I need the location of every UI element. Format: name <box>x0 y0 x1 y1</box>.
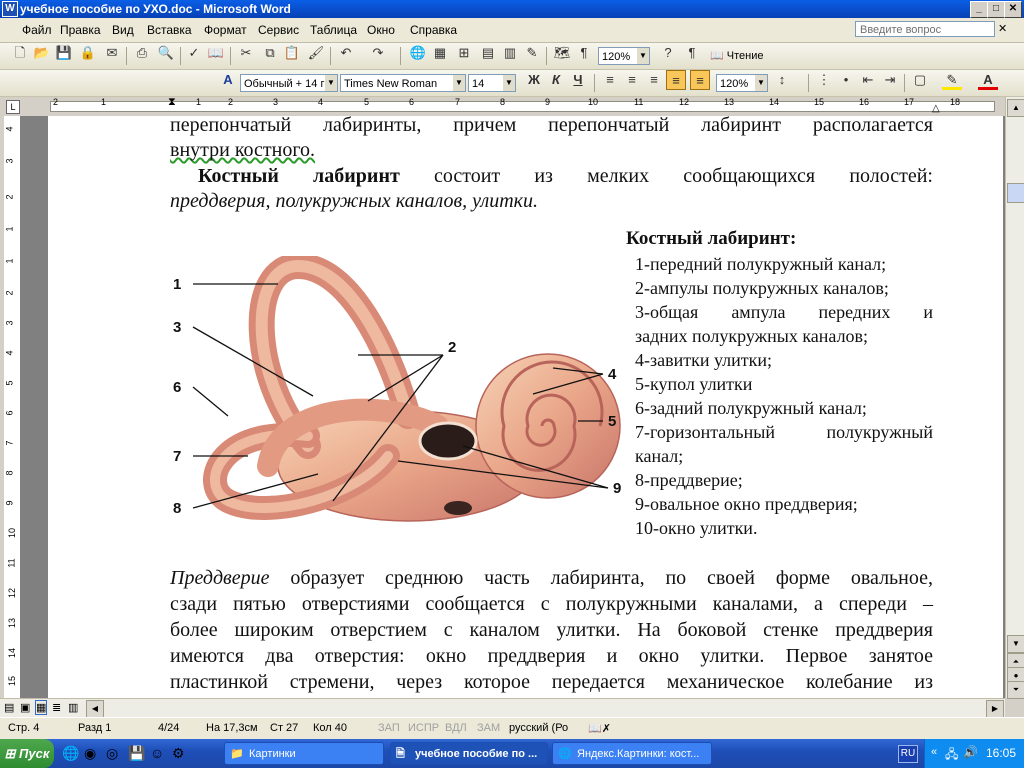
doc-para-3-line-4: имеются два отверстия: окно преддверия и окно улитки. Первое занятое <box>170 645 933 667</box>
show-hide-icon[interactable]: ¶ <box>580 45 588 60</box>
ruler-mark: 12 <box>7 587 18 599</box>
doc-close-icon[interactable]: ✕ <box>998 23 1008 35</box>
tray-expand-icon[interactable]: « <box>931 746 938 758</box>
paste-icon[interactable]: 📋 <box>283 45 301 60</box>
menu-edit[interactable]: Правка <box>60 23 101 37</box>
figure-label-4: 4 <box>608 366 617 383</box>
document-area[interactable] <box>20 116 1005 698</box>
web-view-icon[interactable]: ▣ <box>20 702 31 714</box>
spelling-status-icon[interactable]: 📖✗ <box>588 723 611 735</box>
language-indicator[interactable]: RU <box>898 745 918 763</box>
ruler-mark: 10 <box>588 97 599 107</box>
ruler-mark: 7 <box>4 440 15 446</box>
legend-item: 5-купол улитки <box>635 374 753 394</box>
figure-label-3: 3 <box>173 319 182 336</box>
legend-item: 6-задний полукружный канал; <box>635 398 867 418</box>
next-page-icon[interactable]: ⏷ <box>1007 681 1024 699</box>
ruler-mark: 12 <box>679 97 690 107</box>
ruler-mark: 3 <box>4 158 15 164</box>
research-icon[interactable]: 📖 <box>207 45 225 60</box>
insert-excel-icon[interactable]: ▤ <box>481 45 495 60</box>
scroll-right-icon[interactable]: ▶ <box>986 700 1004 718</box>
doc-line-1: перепончатый лабиринты, причем перепончатый лабиринт располагается <box>170 116 933 136</box>
scroll-left-icon[interactable]: ◀ <box>86 700 104 718</box>
right-indent-icon[interactable]: △ <box>932 103 940 114</box>
horizontal-ruler <box>0 97 1024 116</box>
legend-item: 7-горизонтальный полукружный <box>635 422 933 442</box>
legend-item: 3-общая ампула передних и <box>635 302 933 322</box>
ruler-mark: 1 <box>196 97 202 107</box>
ruler-mark: 2 <box>53 97 59 107</box>
scroll-down-icon[interactable]: ▼ <box>1007 635 1024 653</box>
spelling-icon[interactable]: ✓ <box>188 45 200 60</box>
doc-para-3-line-1: Преддверие образует среднюю часть лабиринта, по своей форме овальное, <box>170 567 933 589</box>
distributed-icon[interactable]: ≡ <box>690 70 710 90</box>
bony-labyrinth-figure <box>158 256 638 546</box>
ruler-mark: 1 <box>4 226 15 232</box>
legend-item: 10-окно улитки. <box>635 518 758 538</box>
ruler-mark: 11 <box>634 97 644 107</box>
ruler-mark: 15 <box>814 97 825 107</box>
ruler-mark: 5 <box>364 97 370 107</box>
outline-view-icon[interactable]: ≣ <box>52 702 62 714</box>
ruler-mark: 3 <box>273 97 279 107</box>
border-icon[interactable]: ▢ <box>913 72 927 87</box>
zoom-select[interactable]: 120% ▼ <box>598 47 650 65</box>
style-select[interactable]: Обычный + 14 г ▼ <box>240 74 338 92</box>
figure-label-6: 6 <box>173 379 182 396</box>
ie-icon[interactable]: 🌐 <box>62 745 80 761</box>
doc-para-2: Костный лабиринт состоит из мелких сообщающихся полостей: <box>198 165 933 187</box>
align-center-icon[interactable]: ≡ <box>628 72 636 87</box>
status-section: Разд 1 <box>78 722 112 734</box>
messenger-icon[interactable]: ☺ <box>150 745 165 761</box>
permission-icon[interactable]: 🔒 <box>79 45 97 60</box>
bold-button[interactable]: Ж <box>528 72 540 87</box>
help-search-input[interactable]: Введите вопрос <box>855 21 995 37</box>
ruler-mark: 9 <box>545 97 551 107</box>
hyperlink-icon[interactable]: 🌐 <box>409 45 427 60</box>
tab-selector-icon[interactable]: L <box>6 100 20 114</box>
doc-para-3-line-3: более широким отверстием с каналом улитки. На боковой стенке преддверия <box>170 619 933 641</box>
ruler-mark: 3 <box>4 320 15 326</box>
decrease-indent-icon[interactable]: ⇤ <box>862 72 874 87</box>
ruler-mark: 8 <box>4 470 15 476</box>
justify-icon[interactable]: ≡ <box>666 70 686 90</box>
status-bar <box>0 717 1024 740</box>
status-page: Стр. 4 <box>8 722 40 734</box>
bullets-icon[interactable]: • <box>843 72 849 87</box>
maximize-button[interactable]: □ <box>987 1 1005 18</box>
status-pages: 4/24 <box>158 722 180 734</box>
ruler-mark: 10 <box>7 527 18 539</box>
start-button[interactable]: ⊞ Пуск <box>0 739 54 768</box>
menu-view[interactable]: Вид <box>112 23 134 37</box>
menu-insert[interactable]: Вставка <box>147 23 192 37</box>
figure-label-2: 2 <box>448 339 457 356</box>
ruler-mark: 15 <box>7 675 18 687</box>
taskbar-item-pictures[interactable]: 📁 Картинки <box>224 742 384 765</box>
word-icon: 🗎 <box>396 748 405 760</box>
save-icon[interactable]: 💾 <box>55 45 73 60</box>
clock[interactable]: 16:05 <box>986 746 1017 760</box>
prev-page-icon[interactable]: ⏶ <box>1007 653 1024 671</box>
doc-para-3-line-2: сзади пятью отверстиями сообщается с полукружными каналами, а спереди – <box>170 593 933 615</box>
legend-item: 2-ампулы полукружных каналов; <box>635 278 889 298</box>
status-column: Кол 40 <box>313 722 347 734</box>
legend-item: 8-преддверие; <box>635 470 743 490</box>
legend-item: 4-завитки улитки; <box>635 350 773 370</box>
line-spacing-icon[interactable]: ↕ <box>778 72 786 87</box>
underline-button[interactable]: Ч <box>573 72 583 87</box>
email-icon[interactable]: ✉ <box>106 45 118 60</box>
network-icon[interactable]: 🖧 <box>945 747 959 761</box>
status-position: На 17,3см <box>206 722 258 734</box>
doc-para-2-line-2: преддверия, полукружных каналов, улитки. <box>170 190 539 212</box>
numbering-icon[interactable]: ⋮ <box>817 72 831 87</box>
ruler-mark: 14 <box>7 647 18 659</box>
redo-icon[interactable]: ↷ <box>372 45 384 60</box>
menu-tools[interactable]: Сервис <box>258 23 300 37</box>
volume-icon[interactable]: 🔊 <box>963 745 978 759</box>
round-window-shape <box>444 501 472 515</box>
document-map-icon[interactable]: 🗺 <box>553 45 571 60</box>
status-extend[interactable]: ВДЛ <box>445 722 467 734</box>
menu-bar <box>0 18 1024 43</box>
legend-item: 1-передний полукружный канал; <box>635 254 887 274</box>
ruler-mark: 4 <box>4 126 15 132</box>
menu-file[interactable]: Файл <box>22 23 52 37</box>
status-record[interactable]: ЗАП <box>378 722 400 734</box>
ruler-mark: 11 <box>6 558 17 568</box>
browse-object-icon[interactable]: ● <box>1007 667 1024 685</box>
paragraph-icon[interactable]: ¶ <box>688 45 696 60</box>
browser-icon[interactable]: ◎ <box>106 745 119 761</box>
undo-icon[interactable]: ↶ <box>340 45 352 60</box>
ruler-mark: 13 <box>7 617 18 629</box>
ruler-mark: 7 <box>455 97 461 107</box>
ruler-mark: 6 <box>4 410 15 416</box>
legend-item: задних полукружных каналов; <box>635 326 869 346</box>
line-spacing-select[interactable]: 120% ▼ <box>716 74 768 92</box>
close-button[interactable]: ✕ <box>1004 1 1022 18</box>
ruler-mark: 4 <box>318 97 324 107</box>
increase-indent-icon[interactable]: ⇥ <box>884 72 896 87</box>
title-bar <box>0 0 1024 18</box>
legend-item: канал; <box>635 446 684 466</box>
font-size-select[interactable]: 14 ▼ <box>468 74 516 92</box>
styles-icon[interactable]: A <box>223 72 233 87</box>
ruler-mark: 13 <box>724 97 735 107</box>
figure-label-5: 5 <box>608 413 617 430</box>
doc-line-2: внутри костного. <box>170 139 316 161</box>
normal-view-icon[interactable]: ▤ <box>4 702 15 714</box>
status-track-changes[interactable]: ИСПР <box>408 722 440 734</box>
new-document-icon[interactable]: 🗋 <box>14 45 26 60</box>
open-icon[interactable]: 📂 <box>33 45 51 60</box>
tables-borders-icon[interactable]: ▦ <box>433 45 447 60</box>
browser-task-icon: 🌐 <box>558 748 572 760</box>
columns-icon[interactable]: ▥ <box>503 45 517 60</box>
print-icon[interactable]: ⎙ <box>136 45 148 60</box>
ruler-mark: 4 <box>4 350 15 356</box>
scroll-thumb[interactable] <box>1007 183 1024 203</box>
read-button[interactable]: 📖 Чтение <box>710 50 764 62</box>
ruler-mark: 6 <box>409 97 415 107</box>
ruler-mark: 14 <box>769 97 780 107</box>
ruler-mark: 17 <box>904 97 915 107</box>
document-page[interactable] <box>48 116 1003 698</box>
print-preview-icon[interactable]: 🔍 <box>157 45 175 60</box>
vertical-scrollbar[interactable] <box>1005 97 1024 698</box>
menu-table[interactable]: Таблица <box>310 23 358 37</box>
status-line: Ст 27 <box>270 722 299 734</box>
word-app-icon[interactable]: W <box>2 1 18 17</box>
highlight-icon[interactable]: ✎ <box>942 70 962 90</box>
formatting-toolbar <box>0 70 1024 97</box>
ruler-mark: 5 <box>4 380 15 386</box>
minimize-button[interactable]: _ <box>970 1 988 18</box>
menu-window[interactable]: Окно <box>367 23 395 37</box>
figure-label-7: 7 <box>173 448 182 465</box>
taskbar-item-yandex[interactable]: 🌐 Яндекс.Картинки: кост... <box>552 742 712 765</box>
status-overtype[interactable]: ЗАМ <box>477 722 501 734</box>
figure-label-9: 9 <box>613 480 622 497</box>
window-title: учебное пособие по УХО.doc - Microsoft Word <box>20 2 291 16</box>
vertical-ruler <box>4 116 21 698</box>
help-icon[interactable]: ? <box>664 45 672 60</box>
legend-item: 9-овальное окно преддверия; <box>635 494 858 514</box>
ruler-mark: 16 <box>859 97 870 107</box>
figure-label-8: 8 <box>173 500 182 517</box>
ruler-mark: 1 <box>101 97 107 107</box>
chrome-icon[interactable]: ◉ <box>84 745 97 761</box>
system-tray <box>924 739 1024 768</box>
print-layout-icon[interactable]: ▦ <box>36 702 47 714</box>
insert-table-icon[interactable]: ⊞ <box>458 45 470 60</box>
align-right-icon[interactable]: ≡ <box>650 72 658 87</box>
ruler-mark: 8 <box>500 97 506 107</box>
cut-icon[interactable]: ✂ <box>240 45 252 60</box>
standard-toolbar <box>0 43 1024 70</box>
folder-icon: 📁 <box>230 748 244 760</box>
ruler-track[interactable] <box>50 101 995 112</box>
menu-format[interactable]: Формат <box>204 23 247 37</box>
menu-help[interactable]: Справка <box>410 23 458 37</box>
status-language: русский (Ро <box>509 722 569 734</box>
ruler-mark: 9 <box>4 500 15 506</box>
save-quicklaunch-icon[interactable]: 💾 <box>128 745 146 761</box>
horizontal-scrollbar[interactable] <box>0 698 1005 718</box>
ruler-mark: 2 <box>4 290 15 296</box>
ruler-mark: 1 <box>4 258 15 264</box>
scroll-up-icon[interactable]: ▲ <box>1007 99 1024 117</box>
doc-para-3-line-5: пластинкой стремени, через которое передается механическое колебание из <box>170 671 933 693</box>
reading-view-icon[interactable]: ▥ <box>68 702 79 714</box>
ruler-mark: 18 <box>950 97 961 107</box>
ruler-mark: 2 <box>4 194 15 200</box>
align-left-icon[interactable]: ≡ <box>606 72 614 87</box>
legend-title: Костный лабиринт: <box>626 228 797 249</box>
taskbar <box>0 739 1024 768</box>
font-select[interactable]: Times New Roman ▼ <box>340 74 466 92</box>
ruler-mark: 2 <box>228 97 234 107</box>
figure-label-1: 1 <box>173 276 182 293</box>
copy-icon[interactable]: ⧉ <box>265 45 275 60</box>
italic-button[interactable]: К <box>552 72 560 87</box>
format-painter-icon[interactable]: 🖌 <box>307 45 325 60</box>
app-quicklaunch-icon[interactable]: ⚙ <box>172 745 185 761</box>
font-color-icon[interactable]: A <box>978 70 998 90</box>
first-line-indent-icon[interactable]: ⧗ <box>168 96 176 108</box>
oval-window-shape <box>420 423 476 459</box>
drawing-icon[interactable]: ✎ <box>526 45 538 60</box>
taskbar-item-word[interactable]: 🗎 учебное пособие по ... <box>390 742 548 765</box>
